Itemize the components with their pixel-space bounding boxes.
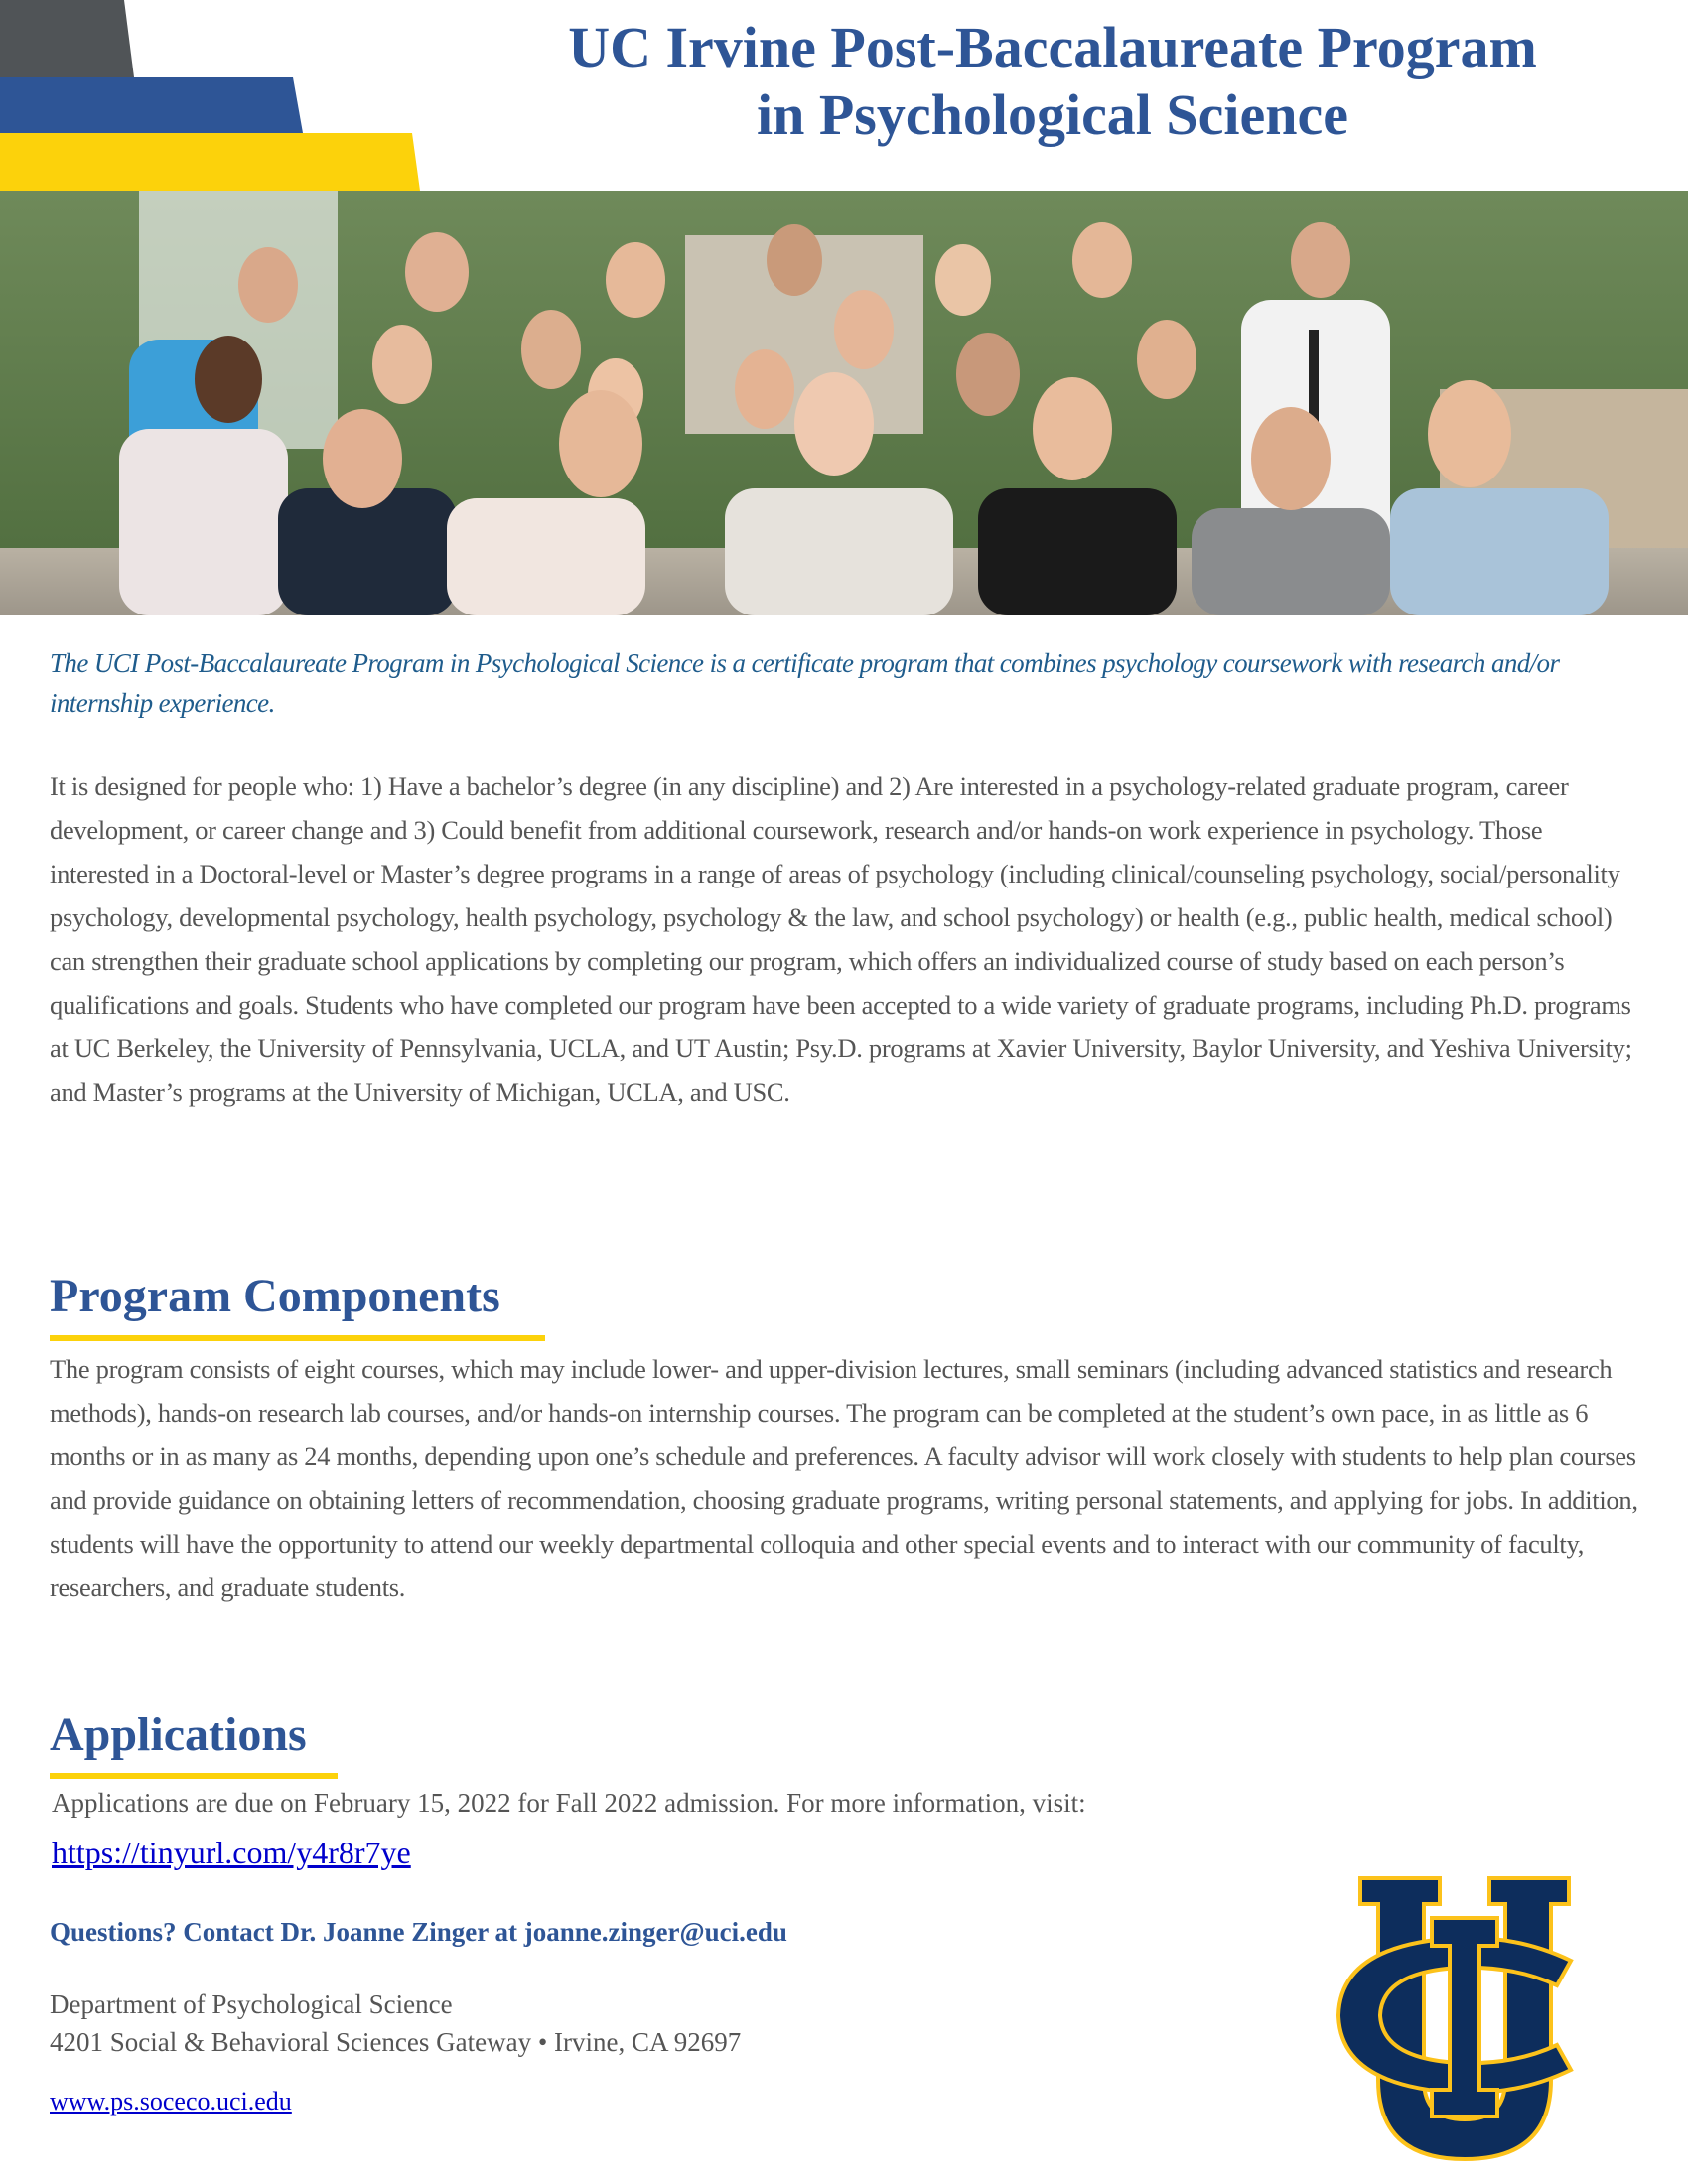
- page-title-line2: in Psychological Science: [756, 82, 1349, 147]
- banner-stripe-gray: [0, 0, 134, 77]
- program-components-underline: [50, 1335, 545, 1341]
- department-address: 4201 Social & Behavioral Sciences Gateway • Irvine, CA 92697: [50, 2027, 742, 2057]
- program-components-heading: Program Components: [50, 1270, 500, 1322]
- intro-text: The UCI Post-Baccalaureate Program in Psychological Science is a certificate program that combines psychology coursework with research and/or internship experience.: [50, 648, 1560, 718]
- department-info: [50, 1985, 741, 2061]
- page-title: [477, 14, 1628, 149]
- department-website-link[interactable]: www.ps.soceco.uci.edu: [50, 2087, 292, 2116]
- banner-stripe-gold: [0, 133, 420, 191]
- uci-logo: [1301, 1856, 1628, 2174]
- header-banner: [0, 0, 1688, 191]
- about-paragraph: It is designed for people who: 1) Have a bachelor’s degree (in any discipline) and 2) Are interested in a psychology-related graduate program, career development, or career change and 3) Could benefit from additional coursework, research and/or hands-on work experience in psychology. Those interested in a Doctoral-level or Master’s degree programs in a range of areas of psychology (including clinical/counseling psychology, social/personality psychology, developmental psychology, health psychology, psychology & the law, and school psychology) or health (e.g., public health, medical school) can strengthen their graduate school applications by completing our program, which offers an individualized course of study based on each person’s qualifications and goals. Students who have completed our program have been accepted to a wide variety of graduate programs, including Ph.D. programs at UC Berkeley, the University of Pennsylvania, UCLA, and UT Austin; Psy.D. programs at Xavier University, Baylor University, and Yeshiva University; and Master’s programs at the University of Michigan, UCLA, and USC.: [50, 771, 1632, 1107]
- department-name: Department of Psychological Science: [50, 1989, 453, 2019]
- applications-heading: Applications: [50, 1708, 307, 1761]
- applications-underline: [50, 1773, 338, 1779]
- uci-monogram-icon: [1301, 1856, 1628, 2174]
- banner-stripe-blue: [0, 77, 303, 133]
- page-title-line1: UC Irvine Post-Baccalaureate Program: [568, 15, 1537, 79]
- program-components-paragraph: The program consists of eight courses, which may include lower- and upper-division lectures, small seminars (including advanced statistics and research methods), hands-on research lab courses, and/or hands-on internship courses. The program can be completed at the student’s own pace, in as little as 6 months or in as many as 24 months, depending upon one’s schedule and preferences. A faculty advisor will work closely with students to help plan courses and provide guidance on obtaining letters of recommendation, choosing graduate programs, writing personal statements, and applying for jobs. In addition, students will have the opportunity to attend our weekly departmental colloquia and other special events and to interact with our community of faculty, researchers, and graduate students.: [50, 1354, 1638, 1602]
- contact-text: Questions? Contact Dr. Joanne Zinger at joanne.zinger@uci.edu: [50, 1917, 787, 1947]
- group-photo-illustration: [0, 191, 1688, 615]
- applications-link[interactable]: https://tinyurl.com/y4r8r7ye: [52, 1835, 411, 1870]
- applications-text: Applications are due on February 15, 2022 for Fall 2022 admission. For more information, visit:: [52, 1788, 1086, 1818]
- group-photo: [0, 191, 1688, 615]
